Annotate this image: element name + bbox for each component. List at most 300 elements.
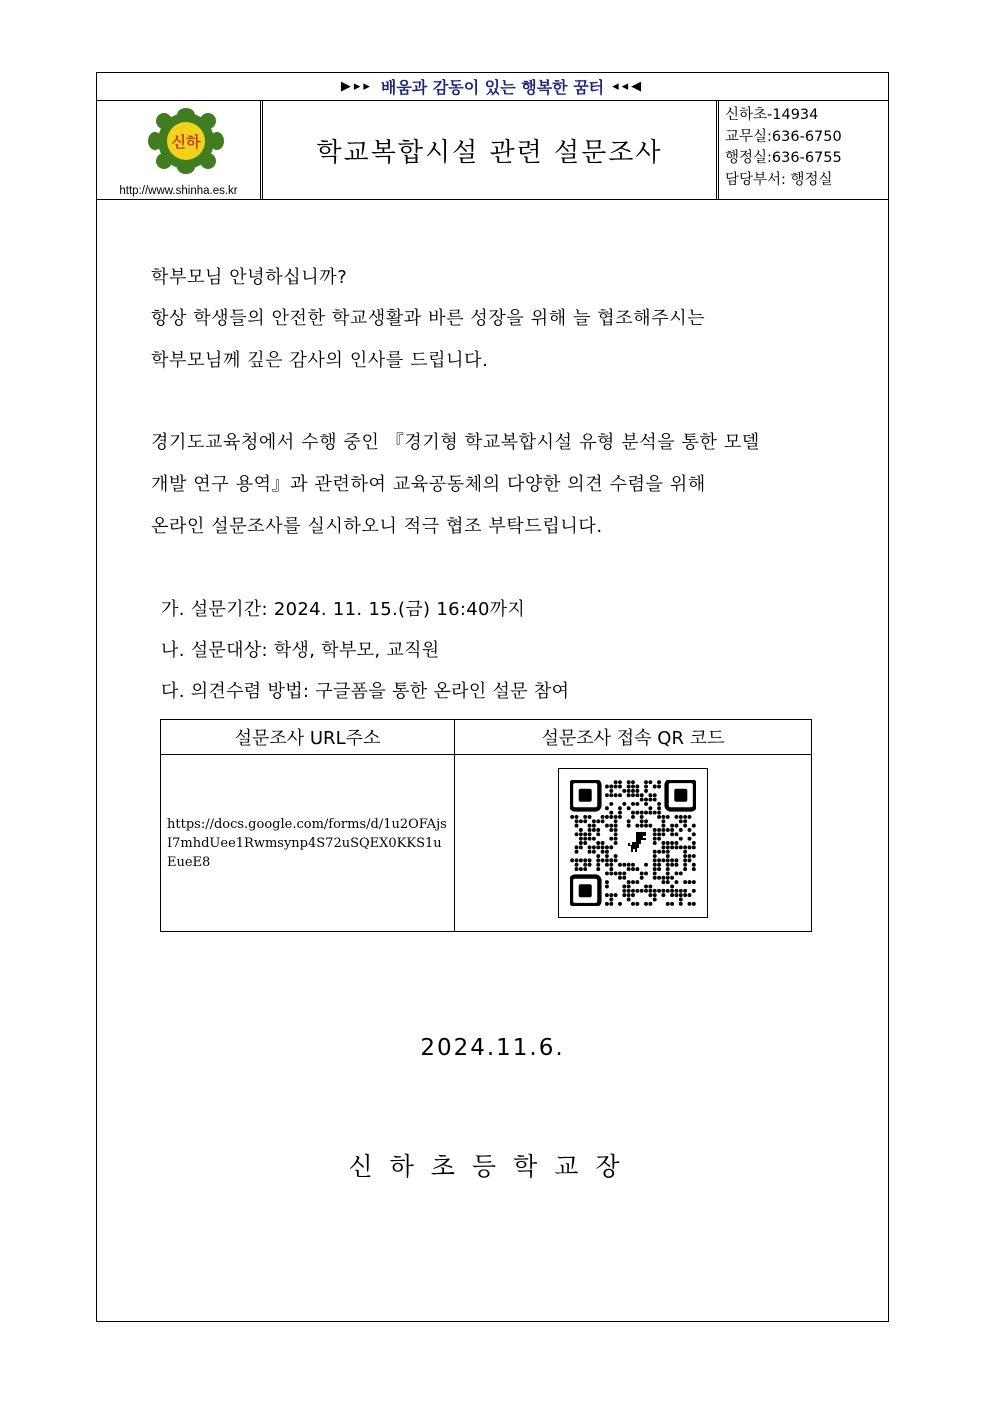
qr-module [657, 832, 661, 836]
qr-module [583, 837, 587, 841]
header-qr: 설문조사 접속 QR 코드 [455, 720, 812, 755]
qr-module [627, 824, 631, 828]
qr-module [596, 854, 600, 858]
qr-module [674, 858, 678, 862]
qr-module [609, 824, 613, 828]
qr-module [614, 824, 618, 828]
qr-module [622, 863, 626, 867]
qr-module [670, 828, 674, 832]
qr-module [648, 824, 652, 828]
qr-module [648, 780, 652, 784]
qr-module [614, 858, 618, 862]
qr-module [653, 850, 657, 854]
qr-module [674, 832, 678, 836]
qr-module [661, 893, 665, 897]
qr-module [640, 793, 644, 797]
qr-module [601, 845, 605, 849]
qr-module [640, 876, 644, 880]
qr-module [570, 815, 574, 819]
qr-module [648, 893, 652, 897]
issue-date: 2024.11.6. [420, 1035, 565, 1061]
qr-module [596, 819, 600, 823]
qr-module [670, 832, 674, 836]
qr-module [683, 850, 687, 854]
qr-module [670, 841, 674, 845]
doc-number: 신하초-14934 [725, 107, 819, 123]
qr-module [692, 902, 696, 906]
qr-module [588, 858, 592, 862]
qr-module [657, 876, 661, 880]
qr-module [605, 824, 609, 828]
qr-module [653, 898, 657, 902]
qr-module [679, 819, 683, 823]
qr-module [579, 819, 583, 823]
qr-module [666, 889, 670, 893]
qr-module [618, 811, 622, 815]
qr-module [575, 832, 579, 836]
qr-module [666, 867, 670, 871]
admin-office-phone: 행정실:636-6755 [725, 150, 842, 166]
qr-finder-pattern [667, 781, 695, 809]
qr-module [661, 815, 665, 819]
qr-module [657, 785, 661, 789]
qr-module [692, 845, 696, 849]
qr-module [679, 898, 683, 902]
qr-module [644, 871, 648, 875]
qr-module [609, 893, 613, 897]
qr-module [627, 793, 631, 797]
qr-module [592, 837, 596, 841]
qr-module [683, 863, 687, 867]
qr-module [575, 863, 579, 867]
qr-module [583, 858, 587, 862]
qr-module [657, 850, 661, 854]
qr-module [653, 841, 657, 845]
qr-module [688, 837, 692, 841]
qr-module [614, 785, 618, 789]
qr-module [609, 815, 613, 819]
qr-module [631, 902, 635, 906]
qr-module [644, 824, 648, 828]
qr-module [605, 871, 609, 875]
qr-module [674, 824, 678, 828]
qr-module [644, 780, 648, 784]
qr-finder-pattern [571, 877, 599, 905]
qr-module [622, 893, 626, 897]
qr-module [657, 780, 661, 784]
qr-module [674, 871, 678, 875]
qr-module [614, 841, 618, 845]
qr-module [674, 815, 678, 819]
qr-module [670, 884, 674, 888]
intro-line-3: 온라인 설문조사를 실시하오니 적극 협조 부탁드립니다. [151, 516, 603, 537]
qr-module [674, 889, 678, 893]
qr-module [644, 902, 648, 906]
qr-module [648, 902, 652, 906]
qr-module [614, 854, 618, 858]
qr-module [657, 863, 661, 867]
qr-module [688, 858, 692, 862]
qr-module [579, 841, 583, 845]
qr-module [575, 858, 579, 862]
qr-module [618, 785, 622, 789]
qr-module [622, 789, 626, 793]
qr-module [601, 819, 605, 823]
qr-module [666, 871, 670, 875]
qr-module [688, 815, 692, 819]
qr-module [635, 789, 639, 793]
qr-module [631, 889, 635, 893]
qr-module [579, 828, 583, 832]
qr-module [666, 850, 670, 854]
qr-module [670, 876, 674, 880]
qr-module [588, 850, 592, 854]
qr-module [679, 902, 683, 906]
qr-module [640, 811, 644, 815]
qr-module [605, 893, 609, 897]
contact-info [725, 105, 842, 191]
qr-code-icon[interactable] [570, 780, 696, 906]
qr-module [631, 880, 635, 884]
qr-module [588, 863, 592, 867]
qr-module [657, 828, 661, 832]
qr-module [692, 889, 696, 893]
qr-module [644, 819, 648, 823]
intro-line-1: 경기도교육청에서 수행 중인 『경기형 학교복합시설 유형 분석을 통한 모델 [151, 432, 760, 453]
qr-module [666, 845, 670, 849]
qr-module [657, 858, 661, 862]
qr-module [609, 898, 613, 902]
qr-module [614, 819, 618, 823]
qr-finder-pattern [571, 781, 599, 809]
qr-module [579, 837, 583, 841]
qr-module [592, 824, 596, 828]
qr-module [692, 880, 696, 884]
qr-module [583, 815, 587, 819]
teachers-office-phone: 교무실:636-6750 [725, 128, 842, 145]
qr-module [661, 889, 665, 893]
survey-table [160, 719, 812, 932]
qr-module [683, 824, 687, 828]
motto-bar [97, 73, 888, 101]
qr-module [679, 828, 683, 832]
survey-link-text[interactable]: https://docs.google.com/forms/d/1u2OFAjsI7mhdUee1Rwmsynp4S72uSQEX0KKS1uEueE8 [167, 816, 447, 870]
qr-module [579, 832, 583, 836]
qr-module [670, 845, 674, 849]
qr-module [601, 815, 605, 819]
item-period: 가. 설문기간: 2024. 11. 15.(금) 16:40까지 [161, 599, 526, 620]
qr-module [631, 815, 635, 819]
qr-module [640, 824, 644, 828]
qr-module [609, 785, 613, 789]
qr-module [679, 889, 683, 893]
qr-module [635, 793, 639, 797]
qr-module [605, 850, 609, 854]
qr-module [631, 867, 635, 871]
school-emblem-icon [147, 107, 225, 175]
qr-module [605, 854, 609, 858]
item-method: 다. 의견수렴 방법: 구글폼을 통한 온라인 설문 참여 [161, 681, 570, 702]
qr-module [683, 845, 687, 849]
qr-module [644, 884, 648, 888]
qr-module [653, 793, 657, 797]
qr-module [640, 871, 644, 875]
qr-module [666, 863, 670, 867]
qr-module [666, 858, 670, 862]
qr-module [627, 785, 631, 789]
qr-module [670, 863, 674, 867]
qr-module [592, 819, 596, 823]
qr-module [596, 832, 600, 836]
qr-module [666, 828, 670, 832]
header-url: 설문조사 URL주소 [161, 720, 455, 755]
qr-module [657, 811, 661, 815]
qr-module [622, 871, 626, 875]
qr-module [666, 902, 670, 906]
qr-module [614, 828, 618, 832]
qr-module [605, 785, 609, 789]
qr-module [575, 819, 579, 823]
qr-module [661, 819, 665, 823]
qr-module [653, 863, 657, 867]
qr-module [692, 832, 696, 836]
qr-module [666, 841, 670, 845]
qr-module [644, 889, 648, 893]
qr-module [683, 819, 687, 823]
qr-module [683, 815, 687, 819]
qr-module [635, 802, 639, 806]
qr-module [609, 845, 613, 849]
qr-module [657, 802, 661, 806]
qr-module [666, 876, 670, 880]
motto-left-arrows: ▶▸▸ [340, 79, 373, 94]
qr-module [692, 824, 696, 828]
qr-module [592, 828, 596, 832]
intro-line-2: 개발 연구 용역』과 관련하여 교육공동체의 다양한 의견 수렴을 위해 [151, 474, 706, 495]
qr-module [605, 845, 609, 849]
qr-module [614, 832, 618, 836]
qr-module [679, 815, 683, 819]
qr-module [588, 824, 592, 828]
qr-module [601, 858, 605, 862]
qr-frame [558, 768, 708, 918]
qr-module [661, 832, 665, 836]
qr-module [679, 845, 683, 849]
qr-module [640, 815, 644, 819]
qr-module [670, 889, 674, 893]
qr-module [575, 815, 579, 819]
qr-module [622, 889, 626, 893]
qr-module [674, 893, 678, 897]
qr-module [596, 863, 600, 867]
qr-module [688, 893, 692, 897]
qr-module [579, 845, 583, 849]
qr-module [605, 858, 609, 862]
qr-module [618, 806, 622, 810]
qr-module [648, 806, 652, 810]
qr-module [627, 806, 631, 810]
qr-module [601, 841, 605, 845]
qr-module [661, 828, 665, 832]
qr-module [570, 858, 574, 862]
qr-module [683, 889, 687, 893]
qr-module [683, 880, 687, 884]
qr-module [609, 828, 613, 832]
qr-module [618, 863, 622, 867]
qr-module [653, 811, 657, 815]
qr-module [653, 785, 657, 789]
qr-module [614, 837, 618, 841]
qr-module [627, 789, 631, 793]
qr-module [588, 845, 592, 849]
qr-module [609, 837, 613, 841]
qr-module [596, 845, 600, 849]
qr-module [605, 884, 609, 888]
qr-module [575, 850, 579, 854]
qr-module [661, 841, 665, 845]
qr-module [631, 793, 635, 797]
qr-module [653, 832, 657, 836]
qr-module [661, 858, 665, 862]
qr-module [627, 880, 631, 884]
qr-module [579, 858, 583, 862]
qr-module [614, 871, 618, 875]
qr-module [605, 902, 609, 906]
qr-module [618, 876, 622, 880]
survey-link[interactable] [161, 755, 455, 932]
qr-module [583, 819, 587, 823]
qr-module [661, 880, 665, 884]
qr-module [648, 798, 652, 802]
qr-module [609, 858, 613, 862]
qr-module [679, 893, 683, 897]
qr-module [605, 880, 609, 884]
motto-text: 배움과 감동이 있는 행복한 꿈터 [380, 78, 605, 97]
qr-module [609, 871, 613, 875]
qr-module [692, 854, 696, 858]
qr-module [661, 824, 665, 828]
qr-module [575, 845, 579, 849]
qr-module [627, 867, 631, 871]
qr-module [631, 863, 635, 867]
qr-module [627, 898, 631, 902]
qr-module [575, 867, 579, 871]
qr-module [653, 828, 657, 832]
qr-module [640, 889, 644, 893]
qr-module [653, 876, 657, 880]
qr-module [605, 806, 609, 810]
qr-module [692, 863, 696, 867]
qr-module [631, 780, 635, 784]
qr-module [627, 863, 631, 867]
qr-module [609, 902, 613, 906]
qr-module [609, 789, 613, 793]
qr-module [688, 902, 692, 906]
qr-module [631, 893, 635, 897]
qr-module [592, 850, 596, 854]
qr-module [627, 884, 631, 888]
qr-module [674, 863, 678, 867]
greeting-line-2: 항상 학생들의 안전한 학교생활과 바른 성장을 위해 늘 협조해주시는 [151, 308, 706, 329]
qr-module [670, 902, 674, 906]
qr-module [609, 802, 613, 806]
qr-module [605, 793, 609, 797]
qr-module [635, 824, 639, 828]
qr-module [644, 798, 648, 802]
qr-module [657, 837, 661, 841]
qr-module [614, 780, 618, 784]
qr-module [688, 880, 692, 884]
qr-module [688, 854, 692, 858]
qr-module [648, 811, 652, 815]
qr-module [683, 854, 687, 858]
item-target: 나. 설문대상: 학생, 학부모, 교직원 [161, 640, 440, 661]
qr-module [609, 863, 613, 867]
qr-module [635, 880, 639, 884]
qr-module [674, 841, 678, 845]
qr-module [583, 841, 587, 845]
qr-module [644, 785, 648, 789]
qr-module [683, 858, 687, 862]
qr-module [605, 863, 609, 867]
qr-module [596, 841, 600, 845]
qr-module [648, 793, 652, 797]
qr-module [635, 785, 639, 789]
qr-module [666, 880, 670, 884]
qr-module [648, 884, 652, 888]
principal-signature: 신하초등학교장 [348, 1152, 637, 1181]
emblem-text: 신하 [171, 133, 201, 151]
qr-module [674, 880, 678, 884]
qr-module [657, 815, 661, 819]
qr-module [588, 837, 592, 841]
logo-cell [97, 101, 263, 199]
department: 담당부서: 행정실 [725, 171, 833, 188]
school-url[interactable]: http://www.shinha.es.kr [119, 185, 238, 197]
qr-module [653, 871, 657, 875]
qr-module [644, 789, 648, 793]
qr-module [627, 893, 631, 897]
qr-module [614, 793, 618, 797]
motto-right-arrows: ◂◂◀ [612, 79, 645, 94]
qr-module [692, 841, 696, 845]
qr-module [670, 893, 674, 897]
qr-module [618, 793, 622, 797]
qr-module [618, 780, 622, 784]
qr-module [640, 819, 644, 823]
qr-module [653, 867, 657, 871]
qr-module [596, 867, 600, 871]
qr-module [653, 837, 657, 841]
qr-module [670, 858, 674, 862]
qr-module [609, 867, 613, 871]
qr-module [657, 867, 661, 871]
qr-module [588, 828, 592, 832]
qr-module [575, 824, 579, 828]
qr-module [622, 802, 626, 806]
qr-module [579, 867, 583, 871]
qr-module [657, 806, 661, 810]
qr-module [588, 815, 592, 819]
qr-module [640, 798, 644, 802]
qr-module [679, 837, 683, 841]
qr-module [653, 893, 657, 897]
qr-module [601, 850, 605, 854]
qr-module [614, 815, 618, 819]
qr-module [670, 824, 674, 828]
qr-module [627, 819, 631, 823]
greeting-line-3: 학부모님께 깊은 감사의 인사를 드립니다. [151, 350, 489, 371]
